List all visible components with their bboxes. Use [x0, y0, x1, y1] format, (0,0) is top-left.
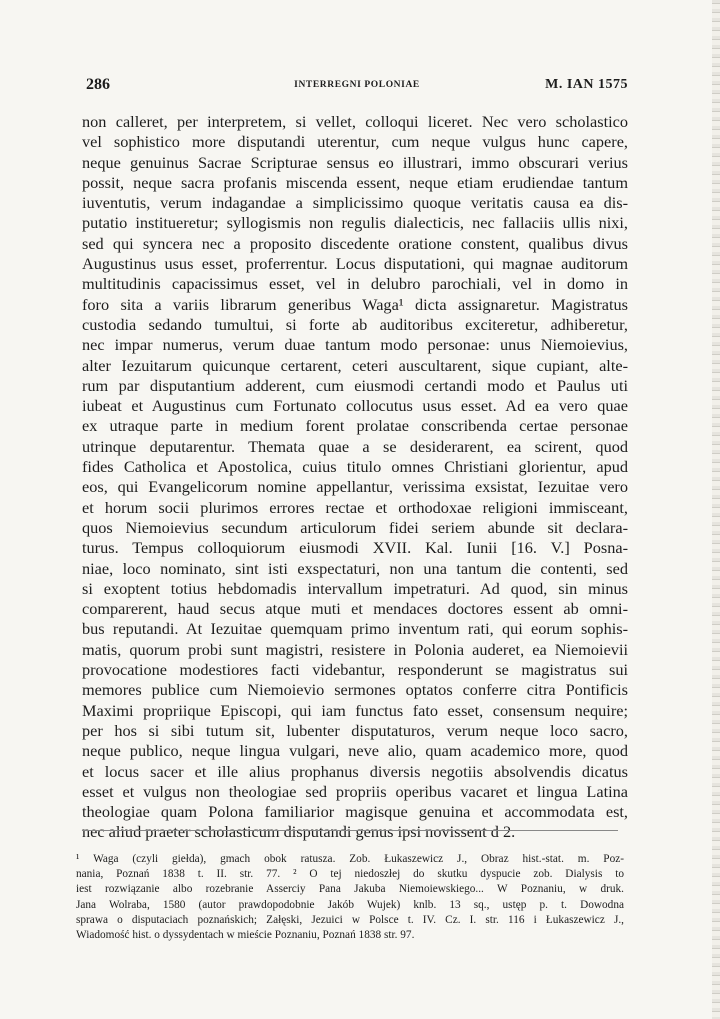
text-line: nec impar numerus, verum duae tantum modo personae: unus Niemoievius, [82, 335, 628, 355]
text-line: eos, qui Evangelicorum nomine appellantur, verissima exsistat, Iezuitae vero [82, 477, 628, 497]
text-line: iuventutis, verum indagandae a simplicissimo quoque veritatis causa ea dis- [82, 193, 628, 213]
text-line: per hos si sibi tutum sit, lubenter disputaturos, verum neque loco sacro, [82, 720, 628, 740]
text-line: turus. Tempus colloquiorum eiusmodi XVII. Kal. Iunii [16. V.] Posna- [82, 538, 628, 558]
footnote-line: Jana Wolraba, 1580 (autor prawdopodobnie Jakób Wujek) knlb. 13 sq., ustęp p. t. Dowodna [76, 898, 624, 911]
footnote-separator [82, 830, 618, 831]
running-title: INTERREGNI POLONIAE [294, 80, 420, 90]
text-line: putatio institueretur; syllogismis non regulis dialecticis, nec fallaciis ullis nixi, [82, 213, 628, 233]
footnotes [76, 852, 624, 943]
text-line: possit, neque sacra profanis miscenda essent, neque etiam erudiendae tantum [82, 172, 628, 192]
text-line: neque genuinus Sacrae Scripturae sensus eo illustrari, immo obscurari verius [82, 152, 628, 172]
text-line: fides Catholica et Apostolica, cuius titulo omnes Christiani glorientur, apud [82, 457, 628, 477]
text-line: multitudinis capacissimus esset, vel in delubro parochiali, vel in domo in [82, 274, 628, 294]
text-line: utrinque deputarentur. Themata quae a se desiderarent, ea scirent, quod [82, 436, 628, 456]
text-line: bus reputandi. At Iezuitae quemquam primo inventum rati, qui eorum sophis- [82, 619, 628, 639]
text-line: iubeat et Augustinus cum Fortunato collocutus usus esset. Ad ea vero quae [82, 396, 628, 416]
text-line: niae, loco nominato, sint isti exspectaturi, non una tantum die contenti, sed [82, 558, 628, 578]
text-line: alter Iezuitarum quicunque certarent, ceteri auscultarent, sique cupiant, alte- [82, 355, 628, 375]
footnote-line: Wiadomość hist. o dyssydentach w mieście Poznaniu, Poznań 1838 str. 97. [76, 928, 415, 941]
text-line: foro sita a variis librarum generibus Waga¹ dicta assignaretur. Magistratus [82, 294, 628, 314]
page-number: 286 [86, 76, 110, 93]
text-line: sed qui syncera nec a proposito discedente oratione constent, qualibus divus [82, 233, 628, 253]
text-line: matis, quorum probi sunt magistri, resistere in Polonia auderet, ea Niemoievii [82, 639, 628, 659]
text-line: si exoptent totius hebdomadis intervallum impetraturi. Ad quod, sin minus [82, 578, 628, 598]
footnote-line: ¹ Waga (czyli giełda), gmach obok ratusza. Zob. Łukaszewicz J., Obraz hist.-stat. m. Poz- [76, 853, 624, 865]
text-line: ex utraque parte in medium forent prolatae conscribenda certae personae [82, 416, 628, 436]
main-text [82, 112, 628, 843]
text-line: neque publico, neque lingua vulgari, neve alio, quam academico more, quod [82, 741, 628, 761]
text-line: comparerent, haud secus atque muti et mendaces doctores essent ab omni- [82, 599, 628, 619]
scanned-page-edge [712, 0, 720, 1019]
running-header [86, 76, 628, 98]
text-line: memores publice cum Niemoievio sermones optatos conferre citra Pontificis [82, 680, 628, 700]
text-line: provocatione modestiores facti videbantur, responderunt se magistratus sui [82, 660, 628, 680]
text-line: rum par disputantium adderent, cum eiusmodi certandi modo et Paulus uti [82, 375, 628, 395]
text-line: non calleret, per interpretem, si vellet, colloqui liceret. Nec vero scholastico [82, 112, 628, 131]
text-line: quos Niemoievius secundum articulorum fidei seriem abunde sit declara- [82, 517, 628, 537]
text-line: esset et vulgus non theologiae sed propriis operibus vacaret et lingua Latina [82, 781, 628, 801]
footnote-line: nania, Poznań 1838 t. II. str. 77. ² O tej niedoszłej do skutku dyspucie zob. Dialysis to [76, 868, 624, 881]
text-line: vel sophistico more disputandi uterentur, cum neque vulgus hunc capere, [82, 132, 628, 152]
text-line: et horum socii plurimos errores rectae et orthodoxae religioni immisceant, [82, 497, 628, 517]
date-label: M. IAN 1575 [545, 77, 628, 92]
footnote-line: iest rozwiązanie albo rozebranie Asserciy Pana Jakuba Niemoiewskiego... W Poznaniu, w druk. [76, 883, 624, 896]
text-line: custodia sedando tumultui, si forte ab auditoribus exciteretur, adhiberetur, [82, 314, 628, 334]
text-line: Maximi propriique Episcopi, qui iam functus fato esset, consensum nequire; [82, 700, 628, 720]
text-line: Augustinus usus esset, proferrentur. Locus disputationi, qui magnae auditorum [82, 254, 628, 274]
footnote-line: sprawa o disputaciach poznańskich; Załęski, Jezuici w Polsce t. IV. Cz. I. str. 116 i Łukaszewicz J., [76, 913, 624, 926]
text-line: nec aliud praeter scholasticum disputandi genus ipsi novissent d 2. [82, 822, 516, 842]
text-line: et locus sacer et ille alius prophanus diversis negotiis absolvendis dicatus [82, 761, 628, 781]
text-line: theologiae quam Polona familiarior magisque genuina et accommodata est, [82, 802, 628, 822]
